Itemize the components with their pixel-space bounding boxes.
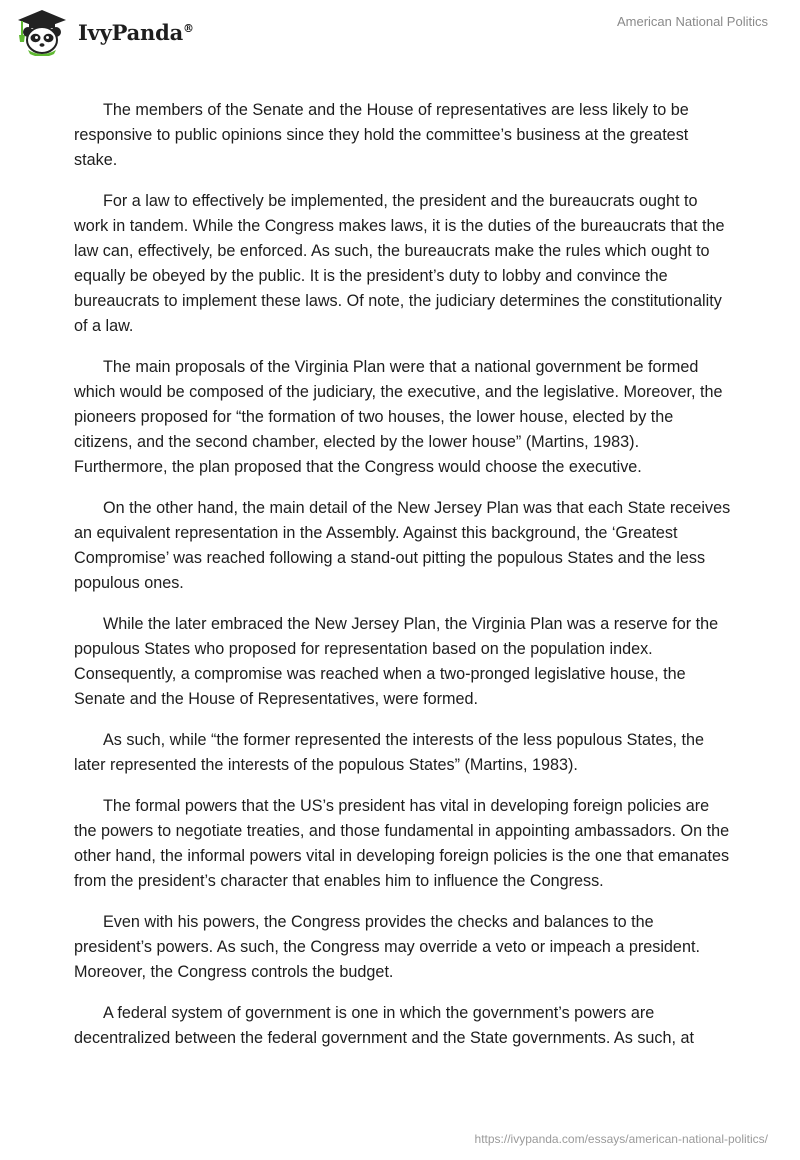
paragraph: The formal powers that the US’s president has vital in developing foreign policies are the powers to negotiate treaties, and those fundamental in appointing ambassadors. On the other hand, the informal powers vital in developing foreign policies is the one that emanates from the president’s character that enables him to influence the Congress. (74, 797, 730, 890)
brand-name: IvyPanda® (78, 19, 194, 45)
paragraph: As such, while “the former represented the interests of the less populous States, the later represented the interests of the populous States” (Martins, 1983). (74, 731, 705, 774)
paragraph: While the later embraced the New Jersey Plan, the Virginia Plan was a reserve for the populous States who proposed for representation based on the population index. Consequently, a compromise was reached when a two-pronged legislative house, the Senate and the House of Representatives, were formed. (74, 615, 719, 708)
paragraph: Even with his powers, the Congress provides the checks and balances to the president’s powers. As such, the Congress may override a veto or impeach a president. Moreover, the Congress controls the budget. (74, 913, 700, 981)
source-url[interactable]: https://ivypanda.com/essays/american-national-politics/ (474, 1132, 768, 1146)
essay-body (74, 98, 734, 1067)
paragraph: The members of the Senate and the House of representatives are less likely to be responsive to public opinions since they hold the committee’s business at the greatest stake. (74, 101, 689, 169)
paragraph: For a law to effectively be implemented, the president and the bureaucrats ought to work in tandem. While the Congress makes laws, it is the duties of the bureaucrats that the law can, effectively, be enforced. As such, the bureaucrats make the rules which ought to equally be obeyed by the public. It is the president’s duty to lobby and convince the bureaucrats to implement these laws. Of note, the judiciary determines the constitutionality of a law. (74, 192, 725, 335)
brand-logo[interactable] (14, 8, 194, 56)
paragraph: The main proposals of the Virginia Plan were that a national government be formed which would be composed of the judiciary, the executive, and the legislative. Moreover, the pioneers proposed for “the formation of two houses, the lower house, elected by the citizens, and the second chamber, elected by the lower house” (Martins, 1983). Furthermore, the plan proposed that the Congress would choose the executive. (74, 358, 723, 476)
paragraph: A federal system of government is one in which the government’s powers are decentralized between the federal government and the State governments. As such, at (74, 1004, 695, 1047)
paragraph: On the other hand, the main detail of the New Jersey Plan was that each State receives an equivalent representation in the Assembly. Against this background, the ‘Greatest Compromise’ was reached following a stand-out pitting the populous States and the less populous ones. (74, 499, 731, 592)
page-header (0, 0, 800, 70)
panda-graduation-cap-icon (14, 8, 72, 56)
document-title: American National Politics (616, 14, 768, 29)
